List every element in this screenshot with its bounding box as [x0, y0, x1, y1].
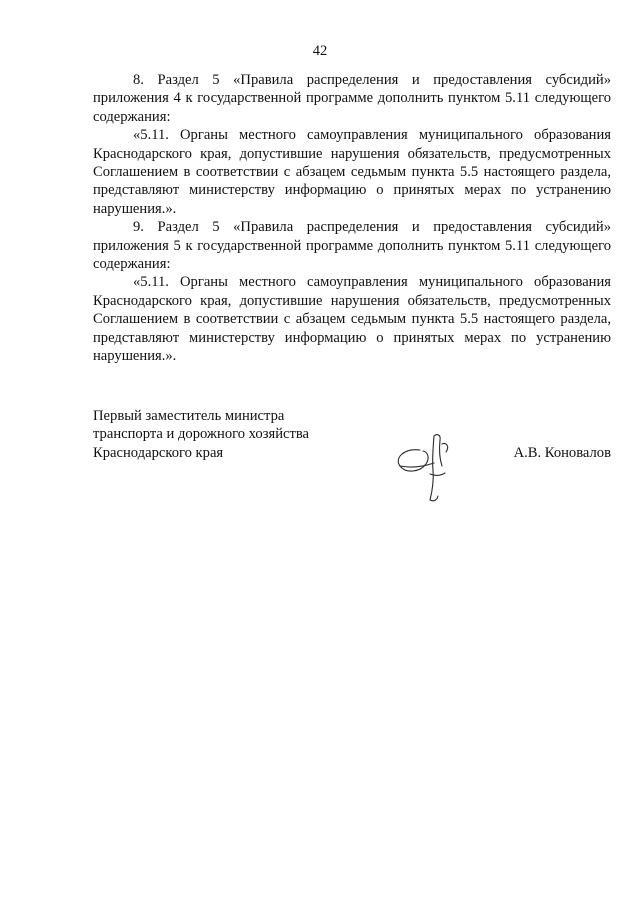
paragraph-quote-5-11-a: «5.11. Органы местного самоуправления муниципального образования Краснодарского края, допустившие нарушения обязательств, предусмотренных Соглашением в соответствии с абзацем седьмым пункта 5.5 настоящего раздела, представляют министерству информацию о принятых мерах по устранению нарушения.». [93, 127, 611, 217]
position-line-3: Краснодарского края [93, 444, 224, 461]
document-body [93, 71, 611, 366]
position-line-1: Первый заместитель министра [93, 408, 285, 424]
signatory-position [93, 407, 343, 462]
paragraph-item-9: 9. Раздел 5 «Правила распределения и предоставления субсидий» приложения 5 к государственной программе дополнить пунктом 5.11 следующего содержания: [93, 219, 611, 273]
paragraph-item-8: 8. Раздел 5 «Правила распределения и предоставления субсидий» приложения 4 к государственной программе дополнить пунктом 5.11 следующего содержания: [93, 72, 611, 125]
handwritten-signature-icon [390, 430, 470, 508]
position-line-2: транспорта и дорожного хозяйства [93, 426, 310, 443]
page-number: 42 [312, 43, 328, 59]
signer-name: А.В. Коновалов [513, 445, 611, 461]
paragraph-quote-5-11-b: «5.11. Органы местного самоуправления муниципального образования Краснодарского края, допустившие нарушения обязательств, предусмотренных Соглашением в соответствии с абзацем седьмым пункта 5.5 настоящего раздела, представляют министерству информацию о принятых мерах по устранению нарушения.». [93, 274, 611, 365]
